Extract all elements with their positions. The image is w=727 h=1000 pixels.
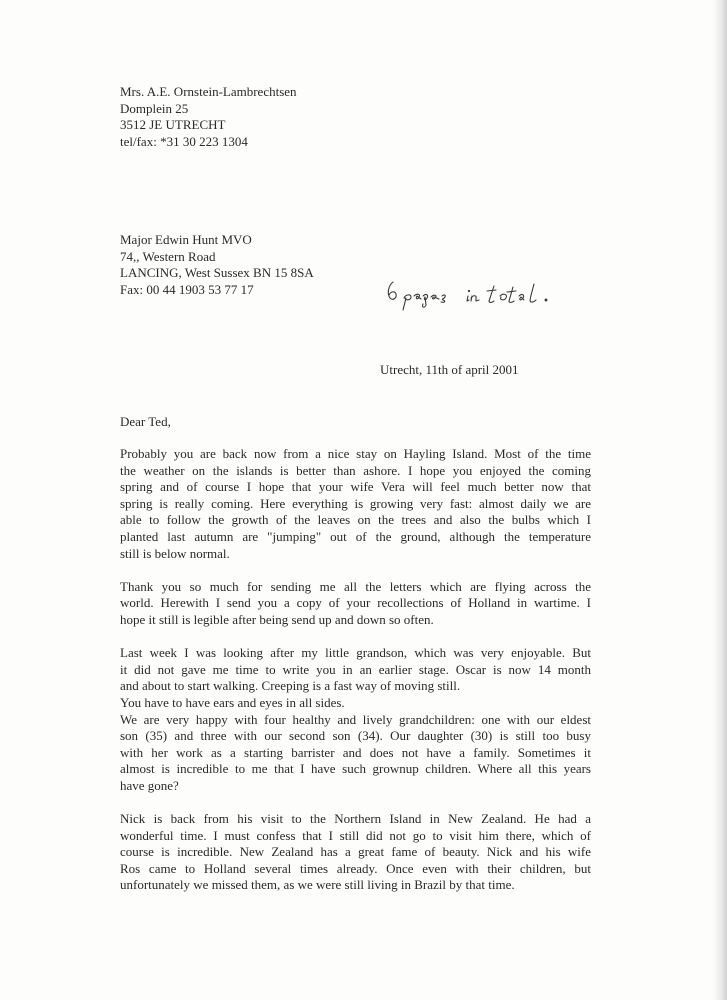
paragraph	[120, 811, 591, 894]
text-line: spring and of course I hope that your wife Vera will feel much better now that	[120, 479, 591, 495]
text-line: hope it still is legible after being send up and down so often.	[120, 611, 434, 627]
text-line: still is below normal.	[120, 545, 230, 561]
salutation: Dear Ted,	[120, 414, 171, 429]
page-edge-shadow	[713, 0, 727, 1000]
paragraph	[120, 446, 591, 562]
text-line: world. Herewith I send you a copy of your recollections of Holland in wartime. I	[120, 595, 591, 611]
recipient-fax: Fax: 00 44 1903 53 77 17	[120, 281, 254, 297]
sender-address-block	[120, 84, 297, 150]
paragraph	[120, 645, 591, 794]
recipient-name: Major Edwin Hunt MVO	[120, 232, 252, 247]
text-line: wonderful time. I must confess that I still did not go to visit him there, which of	[120, 827, 591, 843]
text-line: son (35) and three with our second son (34). Our daughter (30) is still too busy	[120, 728, 591, 744]
text-line: with her work as a starting barrister and does not have a family. Sometimes it	[120, 744, 591, 760]
text-line: Probably you are back now from a nice stay on Hayling Island. Most of the time	[120, 446, 591, 461]
sender-telfax: tel/fax: *31 30 223 1304	[120, 133, 248, 149]
text-line: the weather on the islands is better than ashore. I hope you enjoyed the coming	[120, 462, 591, 478]
text-line: We are very happy with four healthy and lively grandchildren: one with our eldest	[120, 711, 591, 727]
handwritten-note	[384, 272, 594, 312]
letter-body	[120, 446, 591, 911]
text-line: Nick is back from his visit to the Northern Island in New Zealand. He had a	[120, 811, 591, 827]
recipient-street: 74,, Western Road	[120, 248, 216, 264]
text-line: almost is incredible to me that I have such grownup children. Where all this years	[120, 761, 591, 777]
text-line: Ros came to Holland several times already. Once even with their children, but	[120, 860, 591, 876]
letter-date: Utrecht, 11th of april 2001	[380, 362, 519, 377]
sender-city: 3512 JE UTRECHT	[120, 117, 226, 133]
text-line: planted last autumn are "jumping" out of the ground, although the temperature	[120, 528, 591, 544]
sender-street: Domplein 25	[120, 100, 189, 116]
recipient-address-block	[120, 232, 314, 298]
text-line: You have to have ears and eyes in all sides.	[120, 694, 345, 710]
sender-name: Mrs. A.E. Ornstein-Lambrechtsen	[120, 84, 297, 99]
text-line: able to follow the growth of the leaves on the trees and also the bulbs which I	[120, 512, 591, 528]
text-line: course is incredible. New Zealand has a great fame of beauty. Nick and his wife	[120, 844, 591, 860]
paragraph	[120, 579, 591, 629]
text-line: Thank you so much for sending me all the letters which are flying across the	[120, 578, 591, 594]
recipient-city: LANCING, West Sussex BN 15 8SA	[120, 265, 314, 281]
text-line: Last week I was looking after my little grandson, which was very enjoyable. But	[120, 645, 591, 661]
text-line: spring is really coming. Here everything is growing very fast: almost daily we are	[120, 495, 591, 511]
text-line: it did not gave me time to write you in an earlier stage. Oscar is now 14 month	[120, 661, 591, 677]
text-line: and about to start walking. Creeping is a fast way of moving still.	[120, 678, 461, 694]
text-line: unfortunately we missed them, as we were still living in Brazil by that time.	[120, 877, 515, 893]
text-line: have gone?	[120, 777, 179, 793]
